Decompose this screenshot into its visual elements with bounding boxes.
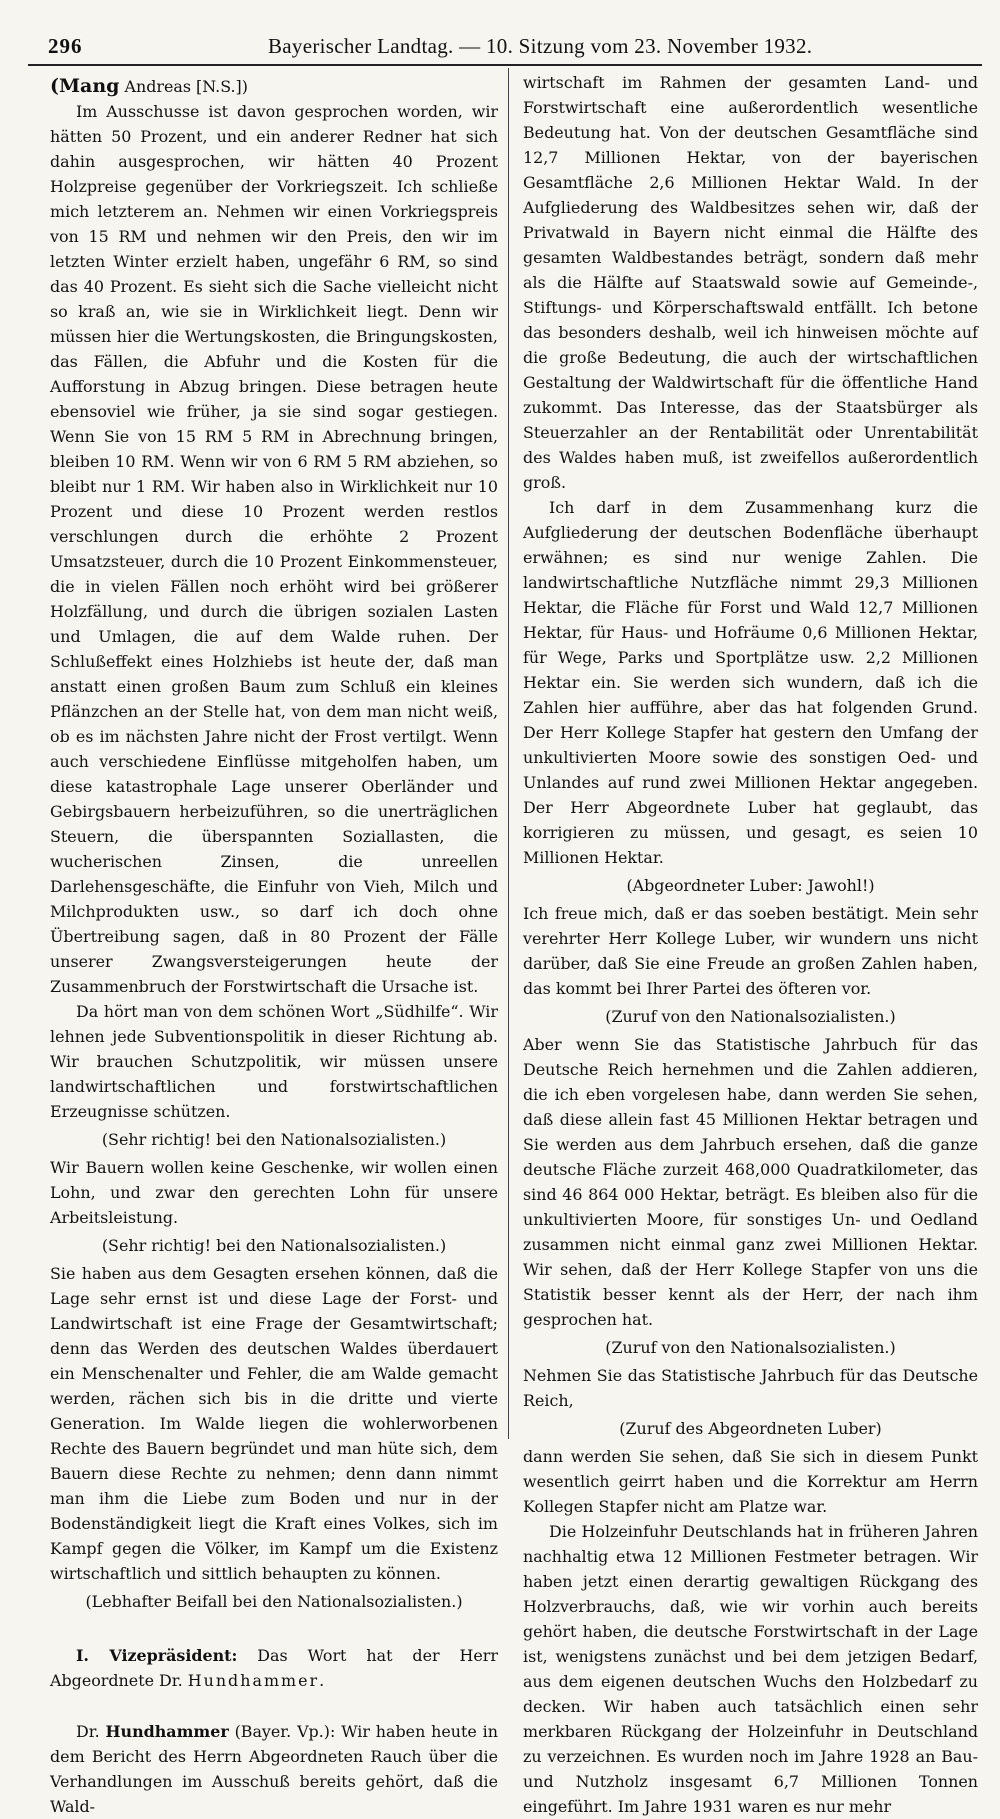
speaker-line (50, 74, 498, 99)
interjection: (Zuruf des Abgeordneten Luber) (619, 1419, 882, 1438)
speaker-affiliation: Andreas [N.S.]) (119, 77, 248, 96)
interjection: (Lebhafter Beifall bei den Nationalsozialisten.) (85, 1592, 463, 1611)
interjection: (Sehr richtig! bei den Nationalsozialisten.) (101, 1130, 447, 1149)
speaker-title: Dr. (76, 1722, 106, 1741)
interjection: (Sehr richtig! bei den Nationalsozialisten.) (101, 1236, 447, 1255)
interjection: (Abgeordneter Luber: Jawohl!) (626, 876, 875, 895)
paragraph: Nehmen Sie das Statistische Jahrbuch für das Deutsche Reich, (523, 1366, 978, 1410)
paragraph: Die Holzeinfuhr Deutschlands hat in früheren Jahren nachhaltig etwa 12 Millionen Festmeter betragen. Wir haben jetzt einen derartig gewaltigen Rückgang des Holzverbrauchs, daß, wie wir vorhin auch bereits gehört haben, die deutsche Forstwirtschaft in der Lage ist, wenigstens zunächst und bei dem jetzigen Bedarf, aus dem eigenen deutschen Wuchs den Holzbedarf zu decken. Wir haben auch tatsächlich einen sehr merkbaren Rückgang der Holzeinfuhr in Deutschland zu verzeichnen. Es wurden noch im Jahre 1928 an Bau- und Nutzholz insgesamt 6,7 Millionen Tonnen eingeführt. Im Jahre 1931 waren es nur mehr (523, 1522, 978, 1816)
paragraph: Im Ausschusse ist davon gesprochen worden, wir hätten 50 Prozent, und ein anderer Redner hat sich dahin ausgesprochen, wir hätten 40 Prozent Holzpreise gegenüber der Vorkriegszeit. Ich schließe mich letzterem an. Nehmen wir einen Vorkriegspreis von 15 RM und nehmen wir den Preis, den wir im letzten Winter erzielt haben, ungefähr 6 RM, so sind das 40 Prozent. Es sieht sich die Sache vielleicht nicht so kraß an, wie sie in Wirklichkeit liegt. Denn wir müssen hier die Wertungskosten, die Bringungskosten, das Fällen, die Abfuhr und die Kosten für die Aufforstung in Abzug bringen. Diese betragen heute ebensoviel wie früher, ja sie sind sogar gestiegen. Wenn Sie von 15 RM 5 RM in Abrechnung bringen, bleiben 10 RM. Wenn wir von 6 RM 5 RM abziehen, so bleibt nur 1 RM. Wir haben also in Wirklichkeit nur 10 Prozent und diese 10 Prozent werden restlos verschlungen durch die erhöhte 2 Prozent Umsatzsteuer, durch die 10 Prozent Einkommensteuer, die in vielen Fällen noch erhöht wird bei größerer Holzfällung, und durch die übrigen sozialen Lasten und Umlagen, die auf dem Walde ruhen. Der Schlußeffekt eines Holzhiebs ist heute der, daß man anstatt einen großen Baum zum Schluß ein kleines Pflänzchen an der Stelle hat, von dem man nicht weiß, ob es im nächsten Jahre nicht der Frost vertilgt. Wenn auch verschiedene Einflüsse mitgeholfen haben, um diese katastrophale Lage unserer Oberländer und Gebirgsbauern herbeizuführen, so die unerträglichen Steuern, die überspannten Soziallasten, die wucherischen Zinsen, die unreellen Darlehensgeschäfte, die Einfuhr von Vieh, Milch und Milchprodukten usw., so darf ich doch ohne Übertreibung sagen, daß in 80 Prozent der Fälle unserer Zwangsversteigerungen heute der Zusammenbruch der Forstwirtschaft die Ursache ist. (50, 102, 498, 996)
interjection: (Zuruf von den Nationalsozialisten.) (605, 1007, 896, 1026)
column-divider (508, 68, 509, 1439)
left-column (50, 74, 498, 1819)
vice-president-label: I. Vizepräsident: (76, 1646, 238, 1665)
vice-president-text: Das Wort hat der Herr Abgeordnete Dr. (50, 1646, 498, 1690)
vice-president-name: Hundhammer (187, 1671, 320, 1690)
paragraph: Da hört man von dem schönen Wort „Südhilfe“. Wir lehnen jede Subventionspolitik in dieser Richtung ab. Wir brauchen Schutzpolitik, wir müssen unsere landwirtschaftlichen und forstwirtschaftlichen Erzeugnisse schützen. (50, 1002, 498, 1121)
paragraph: Ich freue mich, daß er das soeben bestätigt. Mein sehr verehrter Herr Kollege Luber, wir wundern uns nicht darüber, daß Sie eine Freude an großen Zahlen haben, das kommt bei Ihrer Partei des öfteren vor. (523, 904, 978, 998)
paragraph: Ich darf in dem Zusammenhang kurz die Aufgliederung der deutschen Bodenfläche überhaupt erwähnen; es sind nur wenige Zahlen. Die landwirtschaftliche Nutzfläche nimmt 29,3 Millionen Hektar, die Fläche für Forst und Wald 12,7 Millionen Hektar, für Haus- und Hofräume 0,6 Millionen Hektar, für Wege, Parks und Sportplätze usw. 2,2 Millionen Hektar ein. Sie werden sich wundern, daß ich die Zahlen hier aufführe, aber das hat folgenden Grund. Der Herr Kollege Stapfer hat gestern den Umfang der unkultivierten Moore sowie des sonstigen Oed- und Unlandes auf rund zwei Millionen Hektar angegeben. Der Herr Abgeordnete Luber hat geglaubt, das korrigieren zu müssen, und gesagt, es seien 10 Millionen Hektar. (523, 498, 978, 867)
page-number: 296 (48, 34, 83, 58)
paragraph: Aber wenn Sie das Statistische Jahrbuch für das Deutsche Reich hernehmen und die Zahlen addieren, die ich eben vorgelesen habe, dann werden Sie sehen, daß diese allein fast 45 Millionen Hektar betragen und Sie werden aus dem Jahrbuch ersehen, daß die ganze deutsche Fläche zurzeit 468,000 Quadratkilometer, das sind 46 864 000 Hektar, beträgt. Es bleiben also für die unkultivierten Moore, für sonstiges Un- und Oedland zusammen nicht einmal ganz zwei Millionen Hektar. Wir sehen, daß der Herr Kollege Stapfer von uns die Statistik besser kennt als der Herr, der nach ihm gesprochen hat. (523, 1035, 978, 1329)
speech-text: (Bayer. Vp.): Wir haben heute in dem Bericht des Herrn Abgeordneten Rauch über die Verhandlungen im Ausschuß bereits gehört, daß die Wald- (50, 1722, 499, 1816)
right-column (523, 70, 978, 1819)
spacer (50, 1617, 498, 1643)
running-head: Bayerischer Landtag. — 10. Sitzung vom 23. November 1932. (268, 34, 813, 58)
paragraph: Wir Bauern wollen keine Geschenke, wir wollen einen Lohn, und zwar den gerechten Lohn für unsere Arbeitsleistung. (50, 1158, 498, 1227)
paragraph: dann werden Sie sehen, daß Sie sich in diesem Punkt wesentlich geirrt haben und die Korrektur am Herrn Kollegen Stapfer nicht am Platze war. (523, 1447, 978, 1516)
speaker-name: Hundhammer (105, 1722, 229, 1741)
speech-start (50, 1719, 498, 1819)
paragraph: wirtschaft im Rahmen der gesamten Land- und Forstwirtschaft eine außerordentlich wesentliche Bedeutung hat. Von der deutschen Gesamtfläche sind 12,7 Millionen Hektar, von der bayerischen Gesamtfläche 2,6 Millionen Hektar Wald. In der Aufgliederung des Waldbesitzes sehen wir, daß der Privatwald in Bayern nicht einmal die Hälfte des gesamten Waldbestandes beträgt, sondern daß mehr als die Hälfte auf Staatswald sowie auf Gemeinde-, Stiftungs- und Körperschaftswald entfällt. Ich betone das besonders deshalb, weil ich hinweisen möchte auf die große Bedeutung, die auch der wirtschaftlichen Gestaltung der Waldwirtschaft für die öffentliche Hand zukommt. Das Interesse, das der Staatsbürger als Steuerzahler an der Rentabilität oder Unrentabilität des Waldes haben muß, ist zweifellos außerordentlich groß. (523, 73, 978, 492)
paragraph: Sie haben aus dem Gesagten ersehen können, daß die Lage sehr ernst ist und diese Lage der Forst- und Landwirtschaft ist eine Frage der Gesamtwirtschaft; denn das Werden des deutschen Waldes überdauert ein Menschenalter und Fehler, die am Walde gemacht werden, rächen sich bis in die dritte und vierte Generation. Im Walde liegen die wohlerworbenen Rechte des Bauern begründet und man hüte sich, dem Bauern diese Rechte zu nehmen; denn dann nimmt man ihm die Liebe zum Boden und nur in der Bodenständigkeit liegt die Kraft eines Volkes, sich im Kampf gegen die Völker, im Kampf um die Existenz wirtschaftlich und sittlich behaupten zu können. (50, 1264, 498, 1583)
vice-president-end: . (319, 1671, 325, 1690)
speaker-name: (Mang (50, 75, 120, 97)
spacer (50, 1693, 498, 1719)
page-header (28, 28, 982, 66)
interjection: (Zuruf von den Nationalsozialisten.) (605, 1338, 896, 1357)
vice-president-line (50, 1643, 498, 1693)
